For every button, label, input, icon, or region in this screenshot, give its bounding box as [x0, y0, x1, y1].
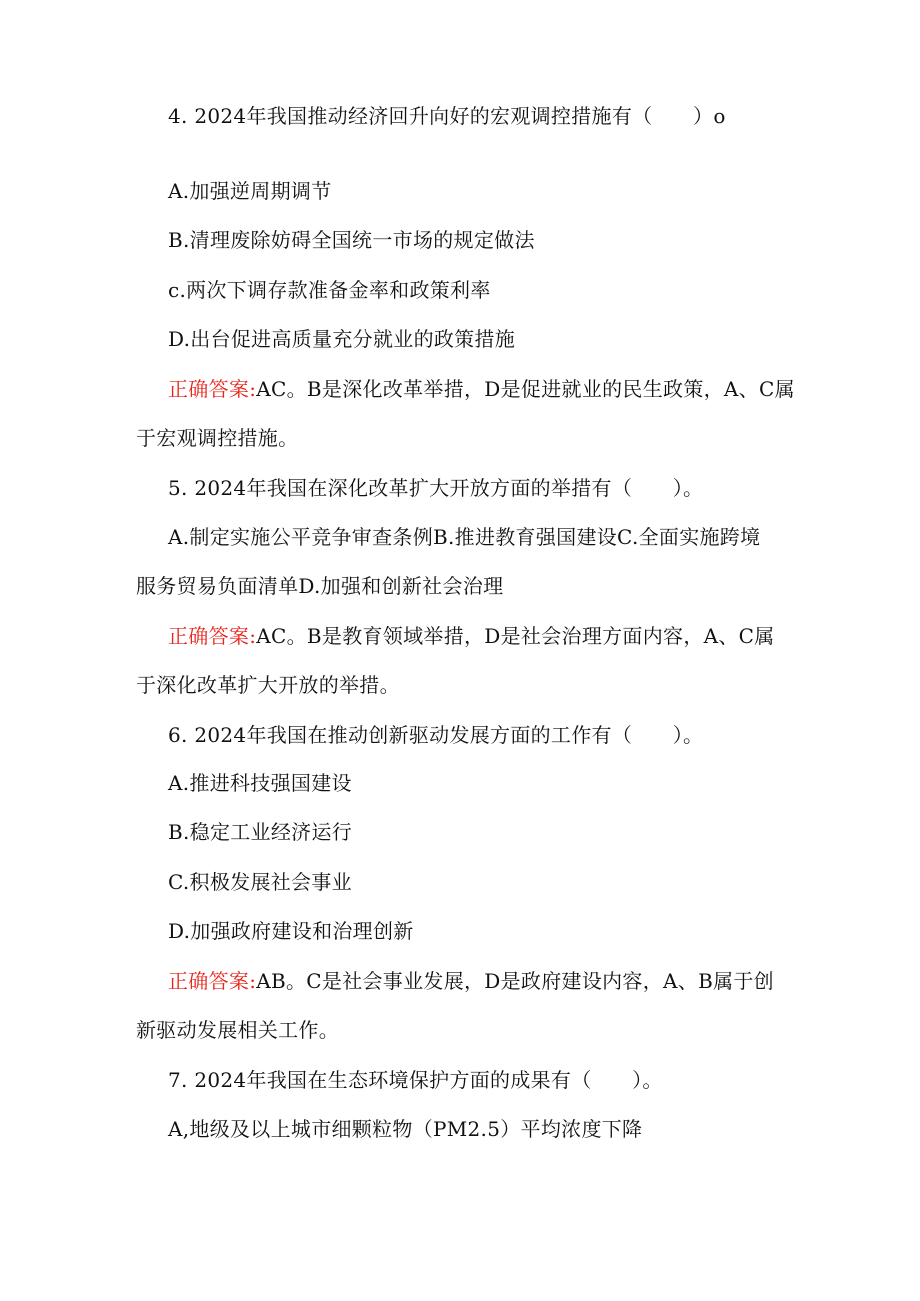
question-4-stem: 4. 2024年我国推动经济回升向好的宏观调控措施有（ ）o	[168, 104, 726, 128]
question-4-option-a: A.加强逆周期调节	[168, 179, 332, 203]
question-4-option-d: D.出台促进高质量充分就业的政策措施	[168, 327, 516, 351]
question-6-option-c: C.积极发展社会事业	[168, 870, 352, 894]
answer-label: 正确答案:	[168, 624, 257, 648]
question-6-option-d: D.加强政府建设和治理创新	[168, 919, 414, 943]
question-5-options-continued: 服务贸易负面清单D.加强和创新社会治理	[136, 574, 504, 598]
question-6-answer	[168, 967, 774, 995]
answer-label: 正确答案:	[168, 969, 257, 993]
question-4-option-c: c.两次下调存款准备金率和政策利率	[168, 278, 491, 302]
question-4-answer-continued: 于宏观调控措施。	[136, 426, 299, 450]
answer-label: 正确答案:	[168, 377, 257, 401]
answer-explanation: AC。B是教育领域举措，D是社会治理方面内容，A、C属	[256, 624, 775, 648]
answer-explanation: AB。C是社会事业发展，D是政府建设内容，A、B属于创	[256, 969, 774, 993]
question-5-answer	[168, 622, 775, 650]
question-6-option-a: A.推进科技强国建设	[168, 771, 352, 795]
question-4-option-b: B.清理废除妨碍全国统一市场的规定做法	[168, 228, 535, 252]
question-7-stem: 7. 2024年我国在生态环境保护方面的成果有（ ）。	[168, 1068, 663, 1092]
answer-explanation: AC。B是深化改革举措，D是促进就业的民生政策，A、C属	[256, 377, 795, 401]
question-5-options: A.制定实施公平竞争审查条例B.推进教育强国建设C.全面实施跨境	[168, 525, 761, 549]
question-6-stem: 6. 2024年我国在推动创新驱动发展方面的工作有（ ）。	[168, 723, 704, 747]
question-4-answer	[168, 375, 795, 403]
question-6-option-b: B.稳定工业经济运行	[168, 820, 353, 844]
question-6-answer-continued: 新驱动发展相关工作。	[136, 1018, 339, 1042]
question-5-answer-continued: 于深化改革扩大开放的举措。	[136, 673, 400, 697]
question-5-stem: 5. 2024年我国在深化改革扩大开放方面的举措有（ ）。	[168, 476, 704, 500]
question-7-option-a: A,地级及以上城市细颗粒物（PM2.5）平均浓度下降	[168, 1117, 643, 1141]
